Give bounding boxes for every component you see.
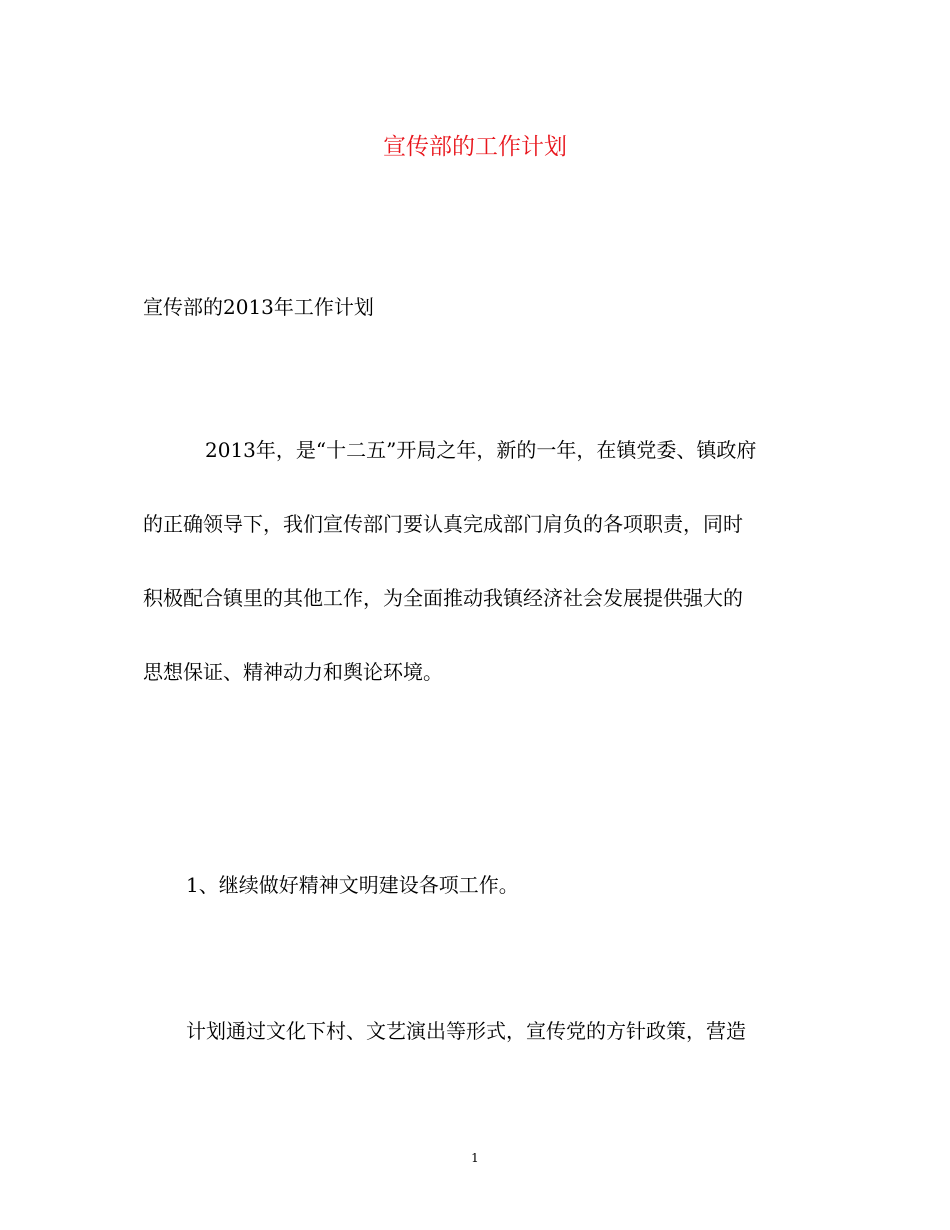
section-heading: 1、继续做好精神文明建设各项工作。 [186,873,519,897]
section-body-text: 计划通过文化下村、文艺演出等形式，宣传党的方针政策，营造 [186,1019,746,1043]
page-number: 1 [471,1151,479,1165]
document-subtitle: 宣传部的2013年工作计划 [143,295,374,319]
intro-line: 积极配合镇里的其他工作，为全面推动我镇经济社会发展提供强大的 [143,586,743,610]
document-title: 宣传部的工作计划 [383,134,567,160]
intro-line: 的正确领导下，我们宣传部门要认真完成部门肩负的各项职责，同时 [143,512,743,536]
intro-line: 2013年，是“十二五”开局之年，新的一年，在镇党委、镇政府 [205,438,757,462]
intro-paragraph [143,433,803,729]
intro-line: 思想保证、精神动力和舆论环境。 [143,660,443,684]
